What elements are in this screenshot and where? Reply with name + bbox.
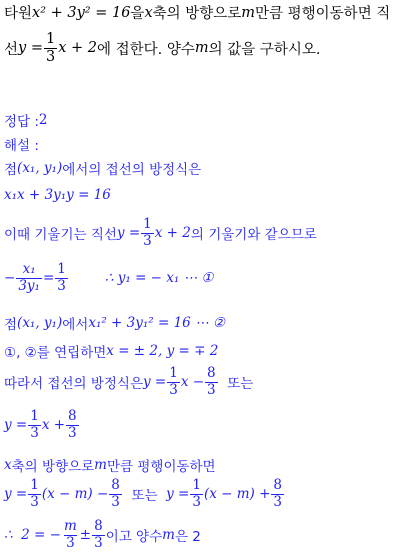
fraction — [205, 367, 218, 397]
math-expression: y = — [143, 374, 167, 390]
fraction — [55, 263, 68, 293]
fraction-denominator: 3 — [111, 493, 120, 510]
answer-label: 정답 : — [4, 114, 39, 130]
question-text: 을 — [130, 6, 145, 22]
fraction-denominator: 3 — [169, 381, 178, 398]
solution-line-3 — [4, 218, 317, 248]
question-text: 에 접한다. 양수 — [96, 41, 195, 58]
math-variable: x — [4, 457, 12, 473]
math-expression: y = — [116, 225, 141, 241]
solution-line-7 — [4, 367, 253, 397]
fraction-numerator: 1 — [143, 216, 152, 232]
fraction-denominator: 3y₁ — [18, 277, 40, 294]
solution-label-text: 해설 : — [4, 138, 39, 154]
fraction — [190, 479, 203, 509]
solution-text: ①, ②를 연립하면 — [4, 345, 107, 361]
fraction — [16, 263, 42, 293]
answer-value: 2 — [38, 112, 48, 128]
fraction-numerator: 1 — [30, 477, 39, 493]
fraction-numerator: x₁ — [22, 261, 36, 277]
fraction — [66, 410, 79, 440]
fraction-numerator: 8 — [207, 365, 216, 381]
solution-text: 의 기울기와 같으므로 — [190, 227, 317, 243]
math-expression: (x₁, y₁) — [17, 315, 63, 331]
math-symbol: = — [42, 270, 55, 286]
solution-line-4 — [4, 263, 214, 293]
solution-line-8 — [4, 410, 80, 440]
fraction — [62, 520, 79, 550]
question-text: 타원 — [4, 6, 33, 22]
fraction-numerator: 1 — [192, 477, 201, 493]
solution-text: 은 2 — [174, 529, 201, 545]
fraction-numerator: 8 — [68, 408, 77, 424]
math-expression: y = — [166, 486, 190, 502]
fraction-denominator: 3 — [57, 277, 66, 294]
fraction-denominator: 3 — [68, 424, 77, 441]
solution-line-2 — [4, 187, 111, 203]
math-expression: (x₁, y₁) — [17, 160, 63, 176]
fraction-denominator: 3 — [273, 493, 282, 510]
math-variable: m — [194, 40, 209, 56]
fraction — [141, 218, 154, 248]
math-expression: y = — [18, 40, 43, 56]
fraction-numerator: 8 — [273, 477, 282, 493]
math-expression: y = — [4, 486, 28, 502]
fraction-numerator: 1 — [45, 31, 56, 47]
fraction-denominator: 3 — [30, 493, 39, 510]
fraction — [271, 479, 284, 509]
solution-text: 이때 기울기는 직선 — [4, 227, 117, 243]
fraction-numerator: 1 — [169, 365, 178, 381]
math-symbol: ± — [79, 527, 92, 543]
question-line-1 — [4, 2, 390, 23]
math-variable: m — [94, 457, 107, 473]
question-text: 선 — [4, 41, 19, 58]
solution-line-6 — [4, 341, 218, 361]
fraction — [167, 367, 180, 397]
math-variable: x — [144, 4, 153, 21]
math-expression: x + 2 — [58, 40, 97, 56]
solution-text: 점 — [4, 162, 18, 178]
solution-text: 점 — [4, 317, 18, 333]
solution-text: 축의 방향으로 — [11, 459, 95, 475]
solution-line-10 — [4, 479, 285, 509]
fraction-numerator: 1 — [57, 261, 66, 277]
math-expression: x₁² + 3y₁² = 16 ⋯ ② — [88, 315, 225, 331]
math-expression: x − — [180, 374, 205, 390]
fraction-denominator: 3 — [30, 424, 39, 441]
solution-text: 또는 — [218, 376, 254, 392]
solution-line-9 — [4, 455, 216, 475]
solution-line-11 — [4, 520, 201, 550]
answer-line — [4, 110, 48, 130]
fraction — [44, 32, 57, 64]
math-expression: ∴ 2 = − — [4, 527, 61, 543]
fraction-numerator: 8 — [111, 477, 120, 493]
math-expression: x = ± 2, y = ∓ 2 — [106, 343, 219, 359]
fraction-denominator: 3 — [192, 493, 201, 510]
solution-text: 또는 — [122, 488, 167, 504]
fraction — [109, 479, 122, 509]
solution-text: 만큼 평행이동하면 — [106, 459, 216, 475]
math-variable: m — [241, 4, 256, 21]
solution-line-5 — [4, 313, 225, 333]
fraction-denominator: 3 — [207, 381, 216, 398]
tangent-equation: x₁x + 3y₁y = 16 — [4, 187, 111, 203]
fraction-denominator: 3 — [66, 534, 75, 551]
question-line-2 — [4, 32, 321, 64]
math-expression: y = — [4, 417, 28, 433]
math-expression: (x − m) + — [203, 486, 271, 502]
fraction — [28, 410, 41, 440]
fraction-denominator: 3 — [45, 48, 56, 65]
fraction-numerator: m — [63, 518, 77, 534]
math-expression: x + — [41, 417, 66, 433]
solution-text: 이고 양수 — [105, 529, 163, 545]
ellipse-equation: x² + 3y² = 16 — [32, 4, 131, 21]
fraction-numerator: 1 — [30, 408, 39, 424]
fraction — [92, 520, 105, 550]
math-expression: ∴ y₁ = − x₁ ⋯ ① — [104, 270, 214, 286]
question-text: 의 값을 구하시오. — [208, 41, 321, 58]
math-variable: m — [162, 527, 175, 543]
math-symbol: − — [4, 270, 16, 286]
math-expression: x + 2 — [154, 225, 191, 241]
solution-label — [4, 134, 39, 154]
fraction-denominator: 3 — [143, 232, 152, 249]
fraction — [28, 479, 41, 509]
question-text: 만큼 평행이동하면 직 — [255, 6, 391, 22]
solution-line-1 — [4, 158, 201, 178]
math-expression: (x − m) − — [41, 486, 109, 502]
solution-text: 에서 — [62, 317, 89, 333]
solution-text: 따라서 접선의 방정식은 — [4, 376, 143, 392]
fraction-numerator: 8 — [94, 518, 103, 534]
question-text: 축의 방향으로 — [152, 6, 242, 22]
fraction-denominator: 3 — [94, 534, 103, 551]
solution-text: 에서의 접선의 방정식은 — [62, 162, 202, 178]
